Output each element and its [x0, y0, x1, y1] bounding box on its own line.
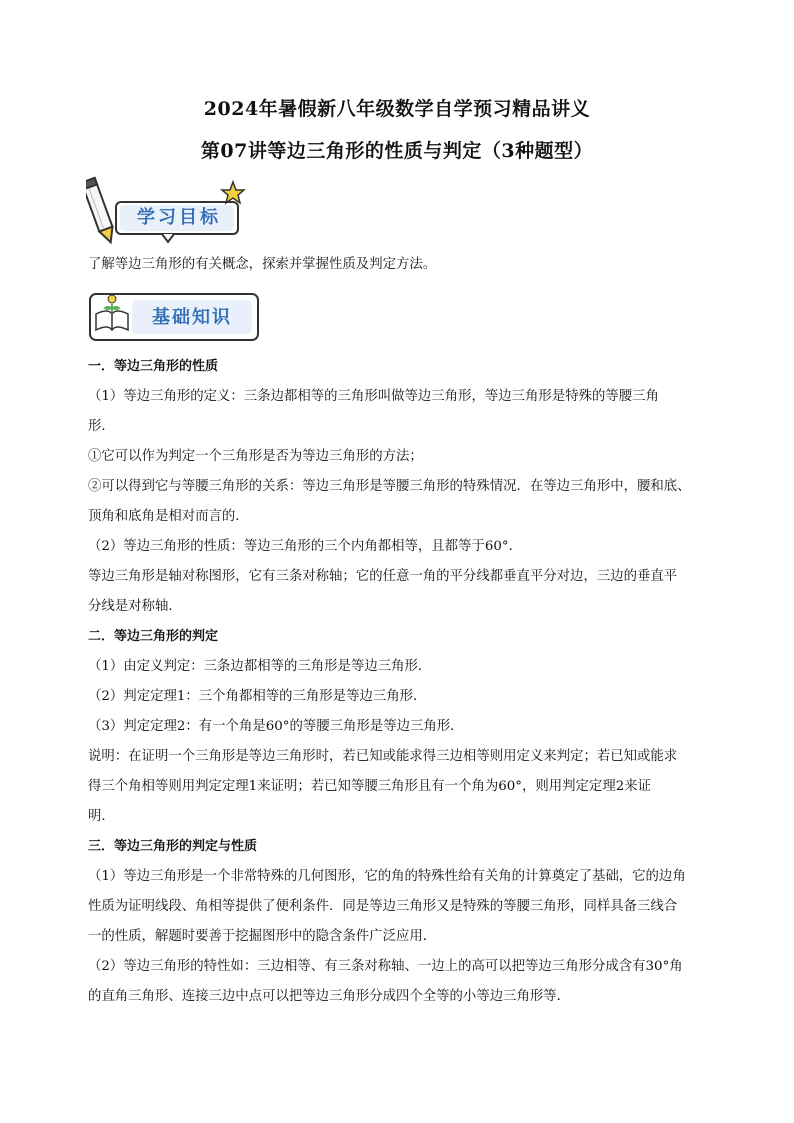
text-line: 顶角和底角是相对而言的． — [88, 509, 249, 524]
basic-knowledge-label: 基础知识 — [152, 307, 232, 328]
text-line: 性质为证明线段、角相等提供了便利条件．同是等边三角形又是特殊的等腰三角形，同样具备三线合 — [88, 899, 678, 914]
text-line: 明． — [88, 809, 115, 824]
text-line: 一的性质，解题时要善于挖掘图形中的隐含条件广泛应用． — [88, 929, 437, 944]
text-line: ①它可以作为判定一个三角形是否为等边三角形的方法； — [88, 449, 423, 464]
text-line: 说明：在证明一个三角形是等边三角形时，若已知或能求得三边相等则用定义来判定；若已知或能求 — [88, 749, 678, 764]
learning-goal-badge — [86, 172, 246, 246]
text-line: （1）由定义判定：三条边都相等的三角形是等边三角形． — [88, 659, 432, 674]
text-line: （1）等边三角形的定义：三条边都相等的三角形叫做等边三角形，等边三角形是特殊的等腰三角 — [88, 389, 659, 404]
text-line: 得三个角相等则用判定定理1来证明；若已知等腰三角形且有一个角为60°，则用判定定理2来证 — [88, 779, 652, 794]
page-title: 2024年暑假新八年级数学自学预习精品讲义 — [203, 98, 591, 120]
text-line: （2）等边三角形的特性如：三边相等、有三条对称轴、一边上的高可以把等边三角形分成含有30°角 — [88, 959, 683, 974]
learning-goal-label: 学习目标 — [137, 207, 221, 228]
text-line: 形． — [88, 419, 115, 434]
text-line: ②可以得到它与等腰三角形的关系：等边三角形是等腰三角形的特殊情况．在等边三角形中，腰和底、 — [88, 479, 691, 494]
text-line: 分线是对称轴． — [88, 599, 182, 614]
text-line: （2）判定定理1：三个角都相等的三角形是等边三角形． — [88, 689, 427, 704]
text-line: （1）等边三角形是一个非常特殊的几何图形，它的角的特殊性给有关角的计算奠定了基础，它的边角 — [88, 869, 686, 884]
section-heading: 三．等边三角形的判定与性质 — [88, 839, 258, 854]
section-heading: 二．等边三角形的判定 — [88, 629, 219, 644]
learning-goal-text: 了解等边三角形的有关概念，探索并掌握性质及判定方法。 — [88, 257, 437, 272]
lecture-subtitle: 第07讲等边三角形的性质与判定（3种题型） — [200, 140, 594, 162]
knowledge-body — [88, 352, 728, 1012]
text-line: （2）等边三角形的性质：等边三角形的三个内角都相等，且都等于60°． — [88, 539, 522, 554]
text-line: 等边三角形是轴对称图形，它有三条对称轴；它的任意一角的平分线都垂直平分对边，三边的垂直平 — [88, 569, 678, 584]
section-heading: 一．等边三角形的性质 — [88, 359, 219, 374]
basic-knowledge-badge — [88, 290, 260, 346]
text-line: 的直角三角形、连接三边中点可以把等边三角形分成四个全等的小等边三角形等． — [88, 989, 571, 1004]
text-line: （3）判定定理2：有一个角是60°的等腰三角形是等边三角形． — [88, 719, 464, 734]
